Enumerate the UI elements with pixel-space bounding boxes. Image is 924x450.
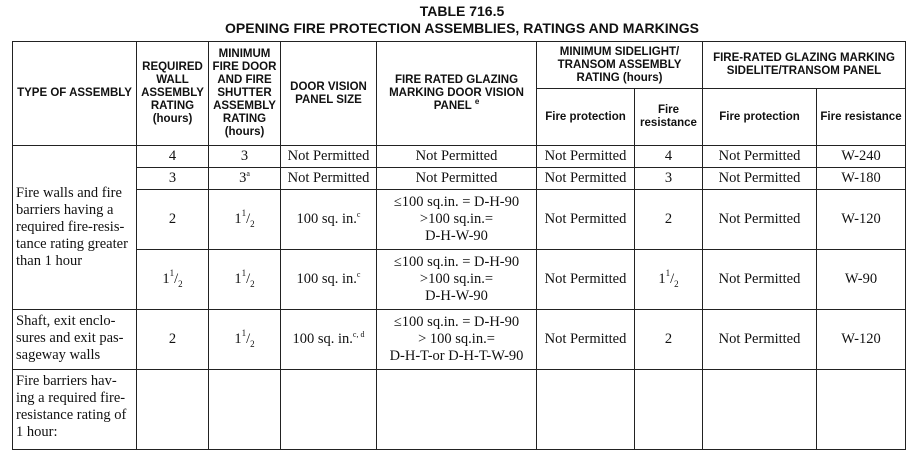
cell-wall-rating: 2: [137, 190, 209, 250]
cell-wall-rating: 4: [137, 146, 209, 168]
cell-empty: [703, 370, 817, 450]
cell-side-protection: Not Permitted: [537, 146, 635, 168]
cell-mark-protection: Not Permitted: [703, 146, 817, 168]
cell-vision-size: 100 sq. in.$^c$: [281, 250, 377, 310]
cell-side-resistance: $1^1/_2$: [635, 250, 703, 310]
table-subtitle: OPENING FIRE PROTECTION ASSEMBLIES, RATINGS AND MARKINGS: [225, 20, 699, 36]
cell-mark-protection: Not Permitted: [703, 190, 817, 250]
cell-glazing-door: ≤100 sq.in. = D-H-90 >100 sq.in.= D-H-W-90: [377, 250, 537, 310]
cell-mark-protection: Not Permitted: [703, 250, 817, 310]
cell-glazing-door: ≤100 sq.in. = D-H-90 >100 sq.in.= D-H-W-90: [377, 190, 537, 250]
cell-side-resistance: 3: [635, 168, 703, 190]
table-row: [13, 370, 906, 450]
header-door-vision-panel-size: DOOR VISION PANEL SIZE: [281, 42, 377, 146]
cell-mark-resistance: W-240: [817, 146, 906, 168]
table-row: [13, 310, 906, 370]
cell-door-rating: $1^1/_2$: [209, 250, 281, 310]
cell-vision-size: 100 sq. in.$^c$: [281, 190, 377, 250]
cell-wall-rating: 3: [137, 168, 209, 190]
cell-vision-size: Not Permitted: [281, 146, 377, 168]
cell-empty: [137, 370, 209, 450]
cell-side-resistance: 2: [635, 310, 703, 370]
cell-door-rating: 3: [209, 146, 281, 168]
cell-empty: [817, 370, 906, 450]
table-row: [13, 146, 906, 168]
cell-vision-size: 100 sq. in.$^{c, d}$: [281, 310, 377, 370]
footnote-a: a: [246, 169, 250, 179]
table-title: TABLE 716.5: [419, 3, 505, 19]
cell-empty: [281, 370, 377, 450]
cell-mark-protection: Not Permitted: [703, 310, 817, 370]
footnote-c-d: c, d: [352, 330, 365, 340]
cell-mark-resistance: W-180: [817, 168, 906, 190]
cell-wall-rating: 2: [137, 310, 209, 370]
header-fire-rated-glazing-sidelite: FIRE-RATED GLAZING MARKING SIDELITE/TRANSOM PANEL: [703, 42, 906, 89]
assembly-type-fire-walls: Fire walls and fire barriers having a required fire-resis-tance rating greater than 1 hour: [13, 146, 137, 310]
fire-protection-table: [12, 41, 906, 450]
table-row: [13, 250, 906, 310]
header-required-wall-rating: REQUIRED WALL ASSEMBLY RATING (hours): [137, 42, 209, 146]
cell-door-rating: $1^1/_2$: [209, 190, 281, 250]
cell-vision-size: Not Permitted: [281, 168, 377, 190]
header-fire-rated-glazing-door: FIRE RATED GLAZING MARKING DOOR VISION PANEL $^e$: [377, 42, 537, 146]
table-row: [13, 190, 906, 250]
cell-side-resistance: 4: [635, 146, 703, 168]
footnote-c: c: [356, 210, 361, 220]
header-type-of-assembly: TYPE OF ASSEMBLY: [13, 42, 137, 146]
cell-glazing-door: Not Permitted: [377, 146, 537, 168]
cell-side-protection: Not Permitted: [537, 168, 635, 190]
header-mark-fire-resistance: Fire resistance: [817, 89, 906, 146]
cell-glazing-door: Not Permitted: [377, 168, 537, 190]
cell-side-protection: Not Permitted: [537, 190, 635, 250]
header-mark-fire-protection: Fire protection: [703, 89, 817, 146]
cell-empty: [635, 370, 703, 450]
header-side-fire-protection: Fire protection: [537, 89, 635, 146]
cell-empty: [377, 370, 537, 450]
header-side-fire-resistance: Fire resistance: [635, 89, 703, 146]
assembly-type-shaft-exit: Shaft, exit enclo-sures and exit pas-sageway walls: [13, 310, 137, 370]
footnote-e: e: [474, 97, 480, 107]
cell-empty: [537, 370, 635, 450]
header-min-sidelight-rating: MINIMUM SIDELIGHT/ TRANSOM ASSEMBLY RATING (hours): [537, 42, 703, 89]
cell-mark-resistance: W-120: [817, 190, 906, 250]
cell-mark-protection: Not Permitted: [703, 168, 817, 190]
cell-wall-rating: $1^1/_2$: [137, 250, 209, 310]
cell-side-protection: Not Permitted: [537, 250, 635, 310]
cell-side-protection: Not Permitted: [537, 310, 635, 370]
cell-empty: [209, 370, 281, 450]
cell-mark-resistance: W-90: [817, 250, 906, 310]
cell-door-rating: 3$^a$: [209, 168, 281, 190]
footnote-c: c: [356, 270, 361, 280]
cell-door-rating: $1^1/_2$: [209, 310, 281, 370]
cell-side-resistance: 2: [635, 190, 703, 250]
table-row: [13, 168, 906, 190]
header-min-fire-door-rating: MINIMUM FIRE DOOR AND FIRE SHUTTER ASSEMBLY RATING (hours): [209, 42, 281, 146]
cell-mark-resistance: W-120: [817, 310, 906, 370]
cell-glazing-door: ≤100 sq.in. = D-H-90 > 100 sq.in.= D-H-T-or D-H-T-W-90: [377, 310, 537, 370]
assembly-type-fire-barriers-1hr: Fire barriers hav-ing a required fire-resistance rating of 1 hour:: [13, 370, 137, 450]
